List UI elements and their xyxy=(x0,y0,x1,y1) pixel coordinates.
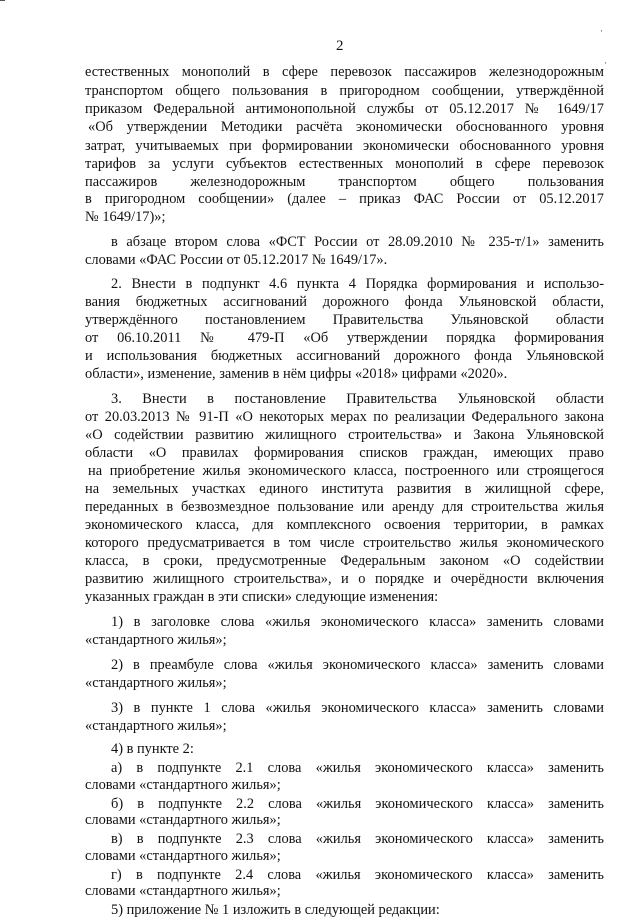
text-line: приказом Федеральной антимонопольной службы от 05.12.2017 № 1649/17 xyxy=(85,101,604,117)
text-line: словами «стандартного жилья»; xyxy=(85,812,281,828)
text-line: «стандартного жилья»; xyxy=(85,675,227,691)
text-line: в абзаце втором слова «ФСТ России от 28.09.2010 № 235-т/1» заменить xyxy=(111,234,604,250)
text-line: «Об утверждении Методики расчёта экономически обоснованного уровня xyxy=(88,119,604,135)
text-line: тарифов за услуги субъектов естественных монополий в сфере перевозок xyxy=(85,156,604,172)
text-line: развитию жилищного строительства», и о порядке и очерёдности включения xyxy=(85,571,604,587)
text-line: от 06.10.2011 № 479-П «Об утверждении порядка формирования xyxy=(85,330,604,346)
text-line: 2. Внести в подпункт 4.6 пункта 4 Порядка формирования и использо- xyxy=(111,276,604,292)
text-line: пассажиров железнодорожным транспортом общего пользования xyxy=(85,174,604,190)
text-line: на земельных участках единого института развития в жилищной сфере, xyxy=(85,481,604,497)
text-line: «стандартного жилья»; xyxy=(85,632,227,648)
text-line: 1) в заголовке слова «жилья экономического класса» заменить словами xyxy=(111,614,604,630)
page-number: 2 xyxy=(336,38,344,54)
text-line: 4) в пункте 2: xyxy=(111,741,194,757)
text-line: переданных в безвозмездное пользование или аренду для строительства жилья xyxy=(85,499,604,515)
text-line: № 1649/17)»; xyxy=(85,209,166,225)
text-line: 3) в пункте 1 слова «жилья экономического класса» заменить словами xyxy=(111,700,604,716)
text-line: естественных монополий в сфере перевозок пассажиров железнодорожным xyxy=(85,64,604,80)
scan-mark: · xyxy=(604,58,607,68)
text-line: от 20.03.2013 № 91-П «О некоторых мерах по реализации Федерального закона xyxy=(85,409,604,425)
text-line: класса, в сроки, предусмотренные Федеральным законом «О содействии xyxy=(85,553,604,569)
text-line: указанных граждан в эти списки» следующие изменения: xyxy=(85,589,439,605)
text-line: словами «стандартного жилья»; xyxy=(85,847,281,864)
text-line: вания бюджетных ассигнований дорожного фонда Ульяновской области, xyxy=(85,294,604,310)
text-line: транспортом общего пользования в пригородном сообщении, утверждённой xyxy=(85,83,604,99)
text-line: б) в подпункте 2.2 слова «жилья экономического класса» заменить xyxy=(111,795,604,812)
text-line: и использования бюджетных ассигнований дорожного фонда Ульяновской xyxy=(85,348,604,364)
text-line: словами «ФАС России от 05.12.2017 № 1649/17». xyxy=(85,252,388,268)
text-line: а) в подпункте 2.1 слова «жилья экономического класса» заменить xyxy=(111,760,604,776)
text-line: затрат, учитываемых при формировании экономически обоснованного уровня xyxy=(85,138,604,154)
text-line: которого предусматривается в том числе строительство жилья экономического xyxy=(85,535,604,551)
text-line: экономического класса, для комплексного освоения территории, в рамках xyxy=(85,517,604,533)
scan-mark: · xyxy=(600,26,603,36)
text-line: области «О правилах формирования списков граждан, имеющих право xyxy=(85,445,604,461)
text-line: «стандартного жилья»; xyxy=(85,718,227,734)
text-line: в) в подпункте 2.3 слова «жилья экономического класса» заменить xyxy=(111,831,604,847)
text-line: в пригородном сообщении» (далее – приказ ФАС России от 05.12.2017 xyxy=(85,191,604,207)
text-line: г) в подпункте 2.4 слова «жилья экономического класса» заменить xyxy=(111,866,604,883)
text-line: на приобретение жилья экономического класса, построенного или строящегося xyxy=(88,463,604,479)
text-line: области», изменение, заменив в нём цифры «2018» цифрами «2020». xyxy=(85,366,508,382)
text-line: 5) приложение № 1 изложить в следующей редакции: xyxy=(111,902,440,918)
text-line: 2) в преамбуле слова «жилья экономического класса» заменить словами xyxy=(111,657,604,673)
text-line: 3. Внести в постановление Правительства Ульяновской области xyxy=(111,391,604,407)
text-line: «О содействии развитию жилищного строительства» и Закона Ульяновской xyxy=(85,427,604,443)
text-line: словами «стандартного жилья»; xyxy=(85,776,281,793)
text-line: словами «стандартного жилья»; xyxy=(85,883,281,899)
text-line: утверждённого постановлением Правительства Ульяновской области xyxy=(85,312,604,328)
